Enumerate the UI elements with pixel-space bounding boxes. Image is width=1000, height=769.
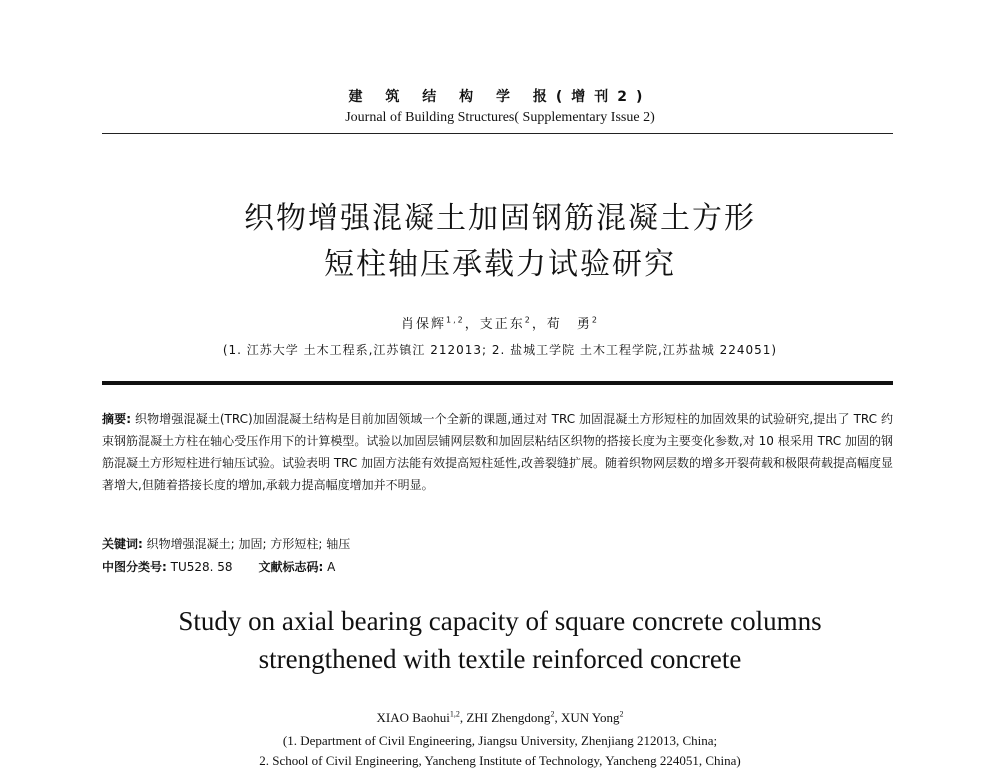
paper-title-cn bbox=[0, 196, 1000, 288]
author-cn-2: ，支正东 bbox=[464, 317, 525, 332]
author-cn-3: ，荀 勇 bbox=[531, 317, 592, 332]
keywords-text: 织物增强混凝土; 加固; 方形短柱; 轴压 bbox=[142, 537, 351, 551]
authors-cn bbox=[0, 313, 1000, 332]
abstract-label: 摘要: bbox=[102, 412, 132, 426]
doc-code-label: 文献标志码: bbox=[258, 560, 324, 574]
header-rule bbox=[102, 133, 893, 134]
author-en-3: , XUN Yong bbox=[554, 710, 620, 725]
affiliation-cn: (1. 江苏大学 土木工程系,江苏镇江 212013; 2. 盐城工学院 土木工程学院,江苏盐城 224051) bbox=[222, 343, 778, 357]
paper-title-en-line1: Study on axial bearing capacity of square concrete columns bbox=[178, 606, 822, 636]
journal-title-cn: 建 筑 结 构 学 报(增刊2) bbox=[348, 89, 652, 105]
keywords-cn bbox=[102, 533, 893, 555]
abstract-cn bbox=[102, 408, 893, 496]
abstract-text: 织物增强混凝土(TRC)加固混凝土结构是目前加固领域一个全新的课题,通过对 TRC 加固混凝土方形短柱的加固效果的试验研究,提出了 TRC 约束钢筋混凝土方柱在轴心受压作用下的计算模型。试验以加固层铺网层数和加固层粘结区织物的搭接长度为主要变化参数,对 10 根采用 TRC 加固的钢筋混凝土方形短柱进行轴压试验。试验表明 TRC 加固方法能有效提高短柱延性,改善裂缝扩展。随着织物网层数的增多开裂荷载和极限荷载提高幅度显著增大,但随着搭接长度的增加,承载力提高幅度增加并不明显。 bbox=[102, 412, 893, 492]
author-en-1-sup: 1,2 bbox=[449, 709, 460, 719]
journal-title-en: Journal of Building Structures( Supplementary Issue 2) bbox=[345, 110, 655, 125]
clc-label: 中图分类号: bbox=[102, 560, 167, 574]
author-cn-1-sup: 1,2 bbox=[446, 315, 465, 325]
author-cn-2-sup: 2 bbox=[524, 315, 532, 325]
affiliation-en-line2: 2. School of Civil Engineering, Yancheng Institute of Technology, Yancheng 224051, China) bbox=[259, 753, 741, 768]
author-en-2: , ZHI Zhengdong bbox=[459, 710, 551, 725]
classification-line bbox=[102, 556, 893, 578]
clc-value: TU528. 58 bbox=[166, 560, 233, 574]
author-en-3-sup: 2 bbox=[619, 709, 624, 719]
paper-title-en bbox=[0, 602, 1000, 678]
doc-code-value: A bbox=[323, 560, 336, 574]
paper-title-en-line2: strengthened with textile reinforced concrete bbox=[258, 644, 742, 674]
paper-title-cn-line2: 短柱轴压承载力试验研究 bbox=[324, 247, 676, 282]
title-block-rule bbox=[102, 381, 893, 385]
affiliation-en-line1: (1. Department of Civil Engineering, Jiangsu University, Zhenjiang 212013, China; bbox=[282, 733, 718, 748]
paper-title-cn-line1: 织物增强混凝土加固钢筋混凝土方形 bbox=[244, 201, 756, 236]
authors-en bbox=[0, 710, 1000, 726]
author-cn-1: 肖保辉 bbox=[401, 317, 447, 332]
author-cn-3-sup: 2 bbox=[591, 315, 599, 325]
author-en-2-sup: 2 bbox=[550, 709, 555, 719]
keywords-label: 关键词: bbox=[102, 537, 143, 551]
author-en-1: XIAO Baohui bbox=[376, 710, 450, 725]
